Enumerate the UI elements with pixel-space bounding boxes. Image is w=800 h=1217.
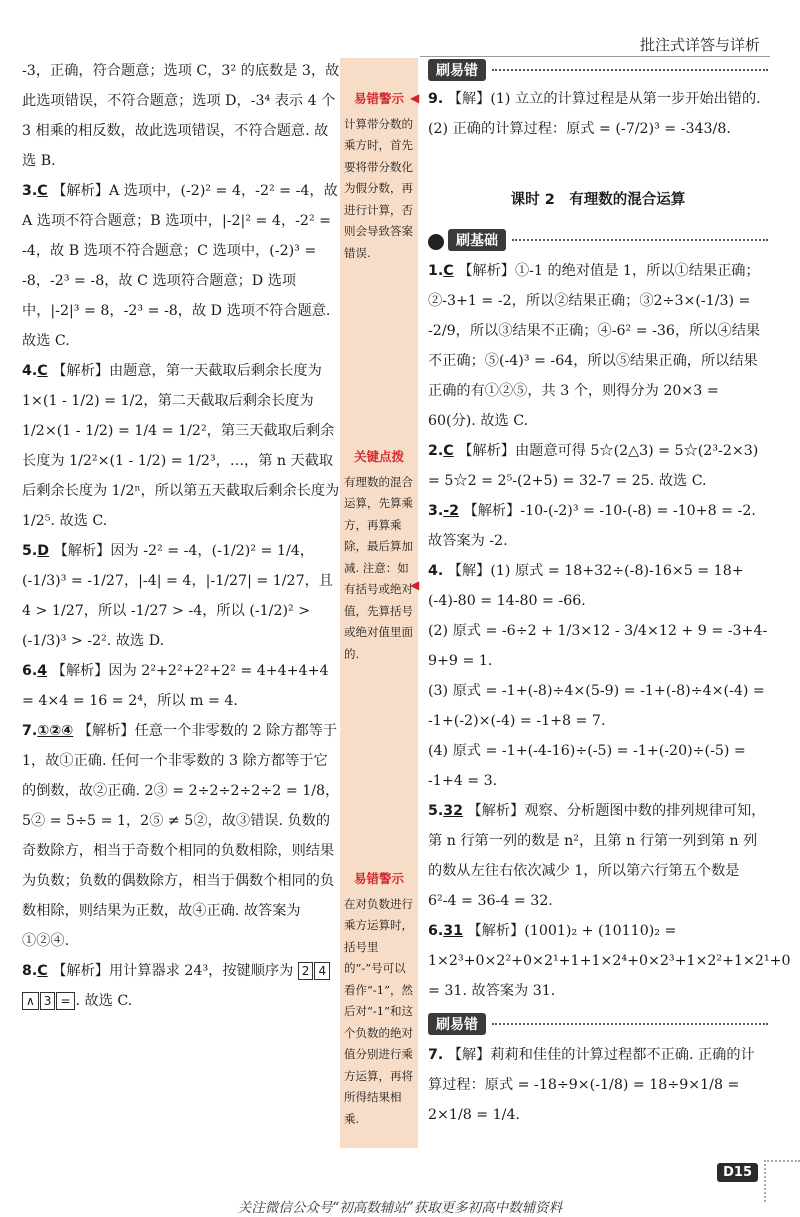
item-number: 4. (22, 363, 38, 379)
item-line: (3) 原式 = -1+(-8)÷4×(5-9) = -1+(-8)÷4×(-4) = -1+(-2)×(-4) = -1+8 = 7. (428, 683, 765, 729)
item-tail: . 故选 C. (75, 993, 133, 1009)
note-title: 易错警示 (353, 871, 404, 886)
page-header-title: 批注式详答与详析 (639, 36, 760, 54)
section-label: 刷易错 (428, 59, 486, 81)
item-number: 7. (428, 1047, 444, 1063)
item-line: (4) 原式 = -1+(-4-16)÷(-5) = -1+(-20)÷(-5) = -1+4 = 3. (428, 743, 746, 789)
brush-badge-icon (428, 234, 444, 250)
right-column-q7 (428, 1040, 768, 1130)
pointer-arrow-icon: ◀ (410, 91, 420, 105)
item-text-2: (2) 正确的计算过程：原式 = (-7/2)³ = -343/8. (428, 121, 731, 137)
note-text: 在对负数进行乘方运算时，括号里的“-”号可以看作“-1”，然后对“-1”和这个负数的绝对值分别进行乘方运算，再将所得结果相乘. (344, 896, 413, 1126)
item-text: 【解析】由题意，第一天截取后剩余长度为 1×(1 - 1/2) = 1/2，第二天截取后剩余长度为 1/2×(1 - 1/2) = 1/4 = 1/2²，第三天截取后剩余长度为 1/2²×(1 - 1/2) = 1/2³，…，第 n 天截取后剩余长度为 1/2ⁿ，所以第五天截取后剩余长度为 1/2⁵. 故选 C. (22, 363, 340, 529)
item-text: 【解析】因为 2²+2²+2²+2² = 4+4+4+4 = 4×4 = 16 = 2⁴，所以 m = 4. (22, 663, 329, 709)
section-header-basics (428, 228, 768, 252)
item-answer: C (443, 263, 454, 279)
section-label: 刷基础 (448, 229, 506, 251)
item-number: 2. (428, 443, 444, 459)
margin-notes-column (340, 58, 418, 1148)
section-header-errors (428, 58, 768, 82)
note-title: 关键点拨 (353, 449, 404, 464)
item-text: 【解】(1) 立立的计算过程是从第一步开始出错的. (447, 91, 761, 107)
answer-item-r3 (428, 496, 768, 556)
pointer-arrow-icon: ◀ (410, 578, 420, 592)
answer-item-r4 (428, 556, 768, 796)
item-text: 【解析】A 选项中，(-2)² = 4，-2² = -4，故 A 选项不符合题意；B 选项中，|-2|² = 4，-2² = -4，故 B 选项不符合题意；C 选项中，(-2)³ = -8，-2³ = -8，故 C 选项符合题意；D 选项中，|-2|³ = 8，-2³ = -8，故 D 选项不符合题意. 故选 C. (22, 183, 338, 349)
note-text: 有理数的混合运算，先算乘方，再算乘除，最后算加减. 注意：如有括号或绝对值，先算括号或绝对值里面的. (344, 474, 413, 661)
margin-note-3 (344, 868, 414, 1130)
item-answer: 4 (37, 663, 48, 679)
section-label: 刷易错 (428, 1013, 486, 1035)
calculator-key: 3 (40, 992, 56, 1010)
answer-item-r2 (428, 436, 768, 496)
answer-item-r6 (428, 916, 791, 1006)
calculator-key: ∧ (22, 992, 39, 1010)
answer-item-4 (22, 356, 340, 536)
answer-item-8 (22, 956, 340, 1016)
page-number: D15 (717, 1163, 758, 1182)
right-column-basics (428, 256, 791, 1006)
item-text: 【解析】(1001)₂ + (10110)₂ = 1×2³+0×2²+0×2¹+1+1×2⁴+0×2³+1×2²+1×2¹+0 = 31. 故答案为 31. (428, 923, 791, 999)
right-column-q9 (428, 84, 768, 144)
note-text: 计算带分数的乘方时，首先要将带分数化为假分数，再进行计算，否则会导致答案错误. (344, 116, 413, 260)
item-answer: C (443, 443, 454, 459)
footer-note: 关注微信公众号“初高数辅站”获取更多初高中数辅资料 (237, 1200, 563, 1216)
item-answer: C (37, 963, 48, 979)
item-text: 【解析】由题意可得 5☆(2△3) = 5☆(2³-2×3) = 5☆2 = 2⁵-(2+5) = 32-7 = 25. 故选 C. (428, 443, 759, 489)
item-answer: -2 (443, 503, 460, 519)
item-number: 9. (428, 91, 444, 107)
item-number: 1. (428, 263, 444, 279)
item-number: 6. (428, 923, 444, 939)
section-header-errors-2 (428, 1012, 768, 1036)
item-number: 7. (22, 723, 38, 739)
calculator-key: = (56, 992, 74, 1010)
dotted-rule (492, 1023, 768, 1025)
item-number: 8. (22, 963, 38, 979)
margin-note-2 (344, 446, 414, 665)
item-text: 【解析】用计算器求 24³，按键顺序为 (52, 963, 294, 979)
item-text: 【解析】观察、分析题图中数的排列规律可知，第 n 行第一列的数是 n²，且第 n 行第一列到第 n 列的数从左往右依次减少 1，所以第六行第五个数是 6²-4 = 36-4 = 32. (428, 803, 766, 909)
item-text: 【解析】①-1 的绝对值是 1，所以①结果正确；②-3+1 = -2，所以②结果正确；③2÷3×(-1/3) = -2/9，所以③结果不正确；④-6² = -36，所以④结果不正确；⑤(-4)³ = -64，所以⑤结果正确，所以结果正确的有①②⑤，共 3 个，则得分为 20×3 = 60(分). 故选 C. (428, 263, 761, 429)
calculator-key: 2 (298, 962, 314, 980)
answer-item-2-cont (22, 56, 340, 176)
dotted-rule (512, 239, 768, 241)
header-divider (420, 56, 770, 57)
calculator-key: 4 (314, 962, 330, 980)
item-number: 5. (22, 543, 38, 559)
answer-item-7 (22, 716, 340, 956)
item-answer: ①②④ (37, 723, 74, 739)
item-text: 【解析】任意一个非零数的 2 除方都等于 1，故①正确. 任何一个非零数的 3 除方都等于它的倒数，故②正确. 2③ = 2÷2÷2÷2÷2 = 1/8，5② = 5÷5 = 1，2⑤ ≠ 5②，故③错误. 负数的奇数除方，相当于奇数个相同的负数相除，则结果为负数；负数的偶数除方，相当于偶数个相同的负数相除，则结果为正数，故④正确. 故答案为①②④. (22, 723, 340, 949)
answer-item-9 (428, 84, 768, 144)
item-text: 【解析】-10-(-2)³ = -10-(-8) = -10+8 = -2. 故答案为 -2. (428, 503, 756, 549)
item-number: 3. (428, 503, 444, 519)
item-answer: 31 (443, 923, 464, 939)
item-answer: D (37, 543, 50, 559)
answer-item-r5 (428, 796, 768, 916)
item-line: (2) 原式 = -6÷2 + 1/3×12 - 3/4×12 + 9 = -3+4-9+9 = 1. (428, 623, 768, 669)
answer-item-r1 (428, 256, 768, 436)
note-title: 易错警示 (353, 91, 404, 106)
margin-note-1 (344, 88, 414, 264)
lesson-title: 课时 2 有理数的混合运算 (510, 192, 686, 208)
item-text: 【解】(1) 原式 = 18+32÷(-8)-16×5 = 18+(-4)-80 = 14-80 = -66. (428, 563, 744, 609)
item-text: 【解】莉莉和佳佳的计算过程都不正确. 正确的计算过程：原式 = -18÷9×(-1/8) = 18÷9×1/8 = 2×1/8 = 1/4. (428, 1047, 755, 1123)
dotted-rule (492, 69, 768, 71)
answer-item-5 (22, 536, 340, 656)
item-answer: C (37, 363, 48, 379)
item-number: 5. (428, 803, 444, 819)
left-column (22, 56, 340, 1016)
item-text: 【解析】因为 -2² = -4，(-1/2)² = 1/4，(-1/3)³ = -1/27，|-4| = 4，|-1/27| = 1/27，且 4 > 1/27，所以 -1/27 > -4，所以 (-1/2)² > (-1/3)³ > -2². 故选 D. (22, 543, 333, 649)
item-text: -3，正确，符合题意；选项 C，3² 的底数是 3，故此选项错误，不符合题意；选项 D，-3⁴ 表示 4 个 3 相乘的相反数，故此选项错误，不符合题意. 故选 B. (22, 63, 340, 169)
item-answer: C (37, 183, 48, 199)
item-number: 4. (428, 563, 444, 579)
item-number: 3. (22, 183, 38, 199)
answer-item-3 (22, 176, 340, 356)
item-number: 6. (22, 663, 38, 679)
answer-item-r7 (428, 1040, 768, 1130)
answer-item-6 (22, 656, 340, 716)
item-answer: 32 (443, 803, 464, 819)
